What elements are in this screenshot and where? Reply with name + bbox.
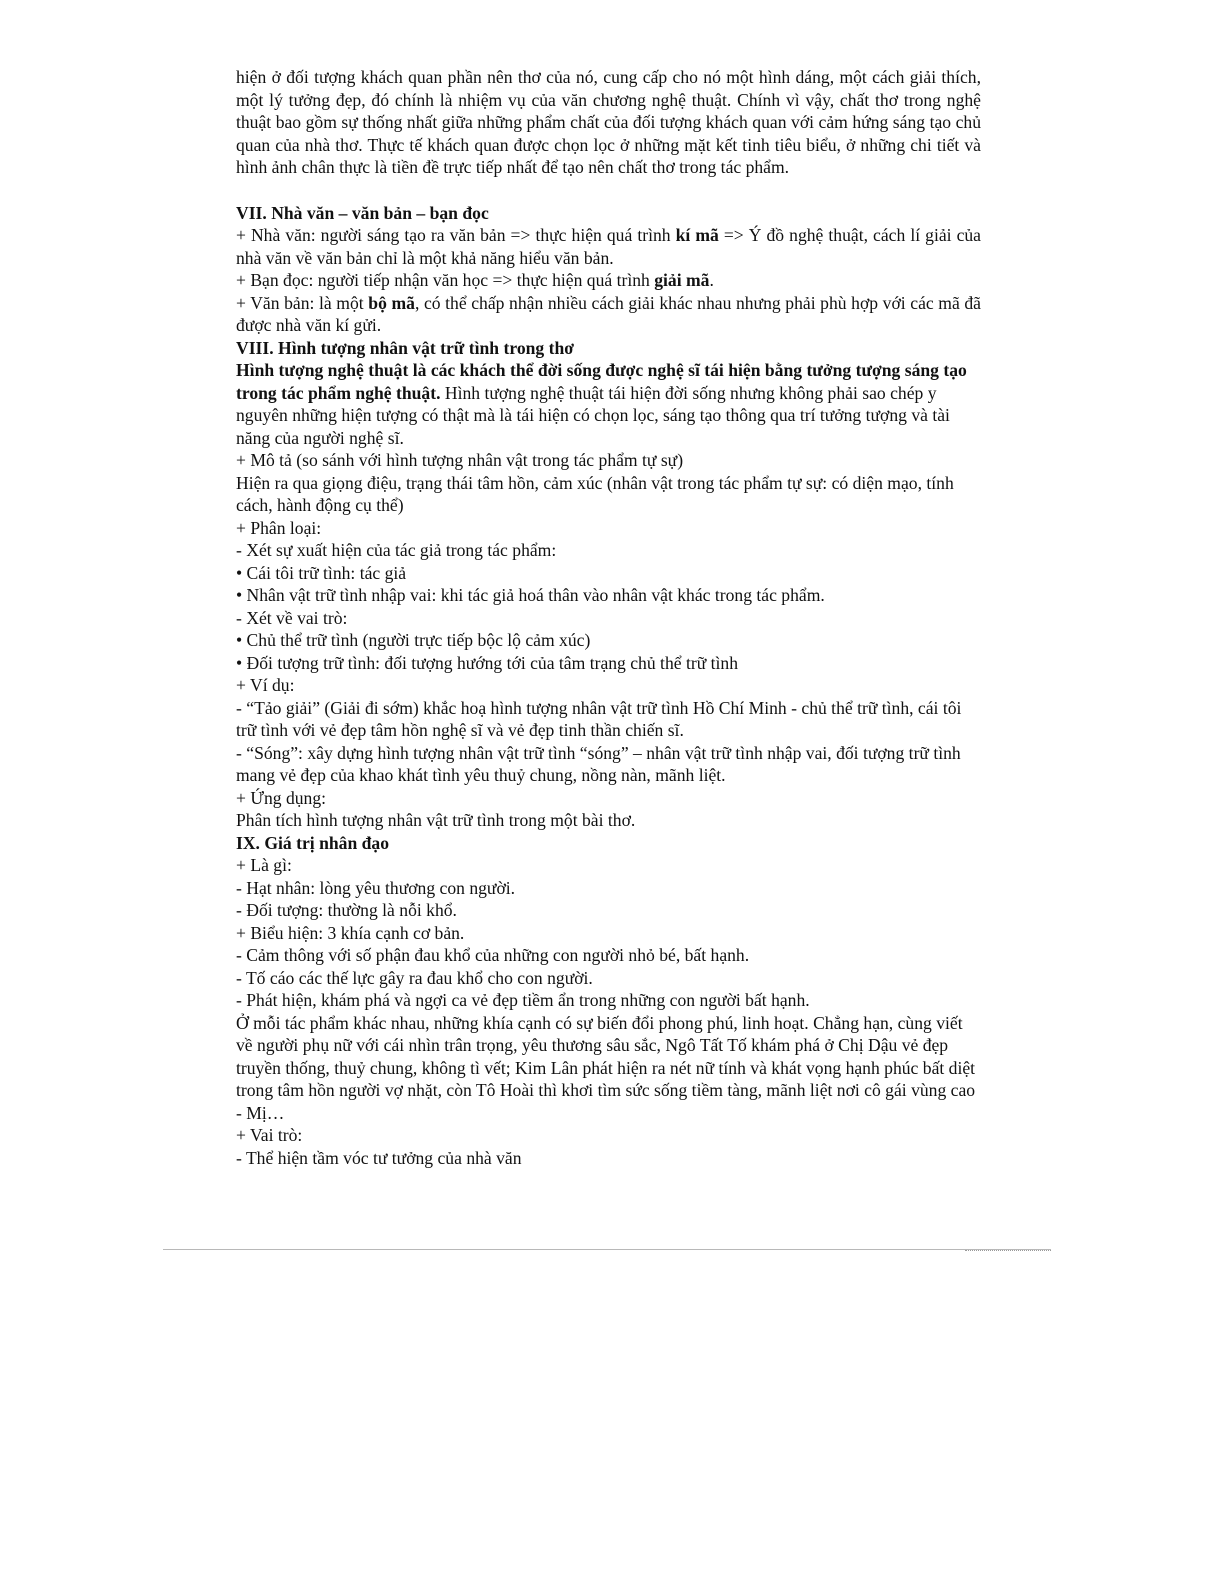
definition-paragraph: Hình tượng nghệ thuật là các khách thể đời sống được nghệ sĩ tái hiện bằng tưởng tượng sáng tạo trong tác phẩm nghệ thuật. Hình tượng nghệ thuật tái hiện đời sống nhưng không phải sao chép y nguyên những hiện tượng có thật mà là tái hiện có chọn lọc, sáng tạo thông qua trí tưởng tượng và tài năng của người nghệ sĩ. [236,360,967,448]
text-line: - Cảm thông với số phận đau khổ của những con người nhỏ bé, bất hạnh. [236,945,750,965]
text-line: - Hạt nhân: lòng yêu thương con người. [236,877,516,898]
text-line: - Tố cáo các thế lực gây ra đau khổ cho con người. [236,967,593,988]
text-line: - “Sóng”: xây dựng hình tượng nhân vật trữ tình “sóng” – nhân vật trữ tình nhập vai, đối tượng trữ tình mang vẻ đẹp của khao khát tình yêu thuỷ chung, nồng nàn, mãnh liệt. [236,742,961,785]
section-heading-9: IX. Giá trị nhân đạo [236,832,390,853]
page-footer-rule [163,1249,1051,1250]
text-line: - Xét sự xuất hiện của tác giả trong tác phẩm: [236,540,557,560]
text-line: Ở mỗi tác phẩm khác nhau, những khía cạnh có sự biến đổi phong phú, linh hoạt. Chẳng hạn, cùng viết về người phụ nữ với cái nhìn trân trọng, yêu thương sâu sắc, Ngô Tất Tố khám phá ở Chị Dậu vẻ đẹp truyền thống, thuỷ chung, không tì vết; Kim Lân phát hiện ra nét nữ tính và khát vọng hạnh phúc bất diệt trong tâm hồn người vợ nhặt, còn Tô Hoài thì khơi tìm sức sống tiềm tàng, mãnh liệt nơi cô gái vùng cao - Mị… [236,1012,976,1123]
text-line: • Cái tôi trữ tình: tác giả [236,562,407,583]
text-line: - Đối tượng: thường là nỗi khổ. [236,900,457,920]
text-line: • Nhân vật trữ tình nhập vai: khi tác giả hoá thân vào nhân vật khác trong tác phẩm. [236,585,825,605]
text-line: - “Tảo giải” (Giải đi sớm) khắc hoạ hình tượng nhân vật trữ tình Hồ Chí Minh - chủ thể trữ tình, cái tôi trữ tình với vẻ đẹp tâm hồn nghệ sĩ và vẻ đẹp tinh thần chiến sĩ. [236,697,962,740]
text-line: Hiện ra qua giọng điệu, trạng thái tâm hồn, cảm xúc (nhân vật trong tác phẩm tự sự: có diện mạo, tính cách, hành động cụ thể) [236,472,954,515]
text-line: - Thể hiện tầm vóc tư tưởng của nhà văn [236,1147,522,1168]
text-line: - Phát hiện, khám phá và ngợi ca vẻ đẹp tiềm ẩn trong những con người bất hạnh. [236,990,810,1010]
section-heading-8: VIII. Hình tượng nhân vật trữ tình trong thơ [236,337,574,358]
intro-paragraph: hiện ở đối tượng khách quan phần nên thơ của nó, cung cấp cho nó một hình dáng, một cách giải thích, một lý tưởng đẹp, đó chính là nhiệm vụ của văn chương nghệ thuật. Chính vì vậy, chất thơ trong nghệ thuật bao gồm sự thống nhất giữa những phẩm chất của đối tượng khách quan với cảm hứng sáng tạo chủ quan của nhà thơ. Thực tế khách quan được chọn lọc ở những mặt kết tinh tiêu biểu, ở những chi tiết và hình ảnh chân thực là tiền đề trực tiếp nhất để tạo nên chất thơ trong tác phẩm. [236,67,981,177]
text-line: + Ví dụ: [236,675,295,695]
text-line: - Xét về vai trò: [236,607,348,628]
document-page [236,66,981,1169]
text-line: + Vai trò: [236,1125,303,1145]
section-9-lines [236,854,981,1169]
text-paragraph: + Văn bản: là một bộ mã, có thể chấp nhận nhiều cách giải khác nhau nhưng phải phù hợp với các mã đã được nhà văn kí gửi. [236,292,981,335]
text-line: + Ứng dụng: [236,787,327,808]
text-line: + Phân loại: [236,517,322,538]
section-8-lines [236,449,981,832]
text-line: • Chủ thể trữ tình (người trực tiếp bộc lộ cảm xúc) [236,630,591,650]
text-line: + Mô tả (so sánh với hình tượng nhân vật trong tác phẩm tự sự) [236,450,684,470]
section-heading-7: VII. Nhà văn – văn bản – bạn đọc [236,202,489,223]
text-line: + Là gì: [236,855,292,875]
page-footer-dots [965,1250,1051,1251]
reader-paragraph: + Bạn đọc: người tiếp nhận văn học => thực hiện quá trình giải mã. [236,270,714,290]
text-line: • Đối tượng trữ tình: đối tượng hướng tới của tâm trạng chủ thể trữ tình [236,652,738,673]
writer-paragraph: + Nhà văn: người sáng tạo ra văn bản => thực hiện quá trình kí mã => Ý đồ nghệ thuật, cách lí giải của nhà văn về văn bản chỉ là một khả năng hiểu văn bản. [236,225,981,268]
text-line: + Biểu hiện: 3 khía cạnh cơ bản. [236,922,465,943]
text-line: Phân tích hình tượng nhân vật trữ tình trong một bài thơ. [236,810,636,830]
